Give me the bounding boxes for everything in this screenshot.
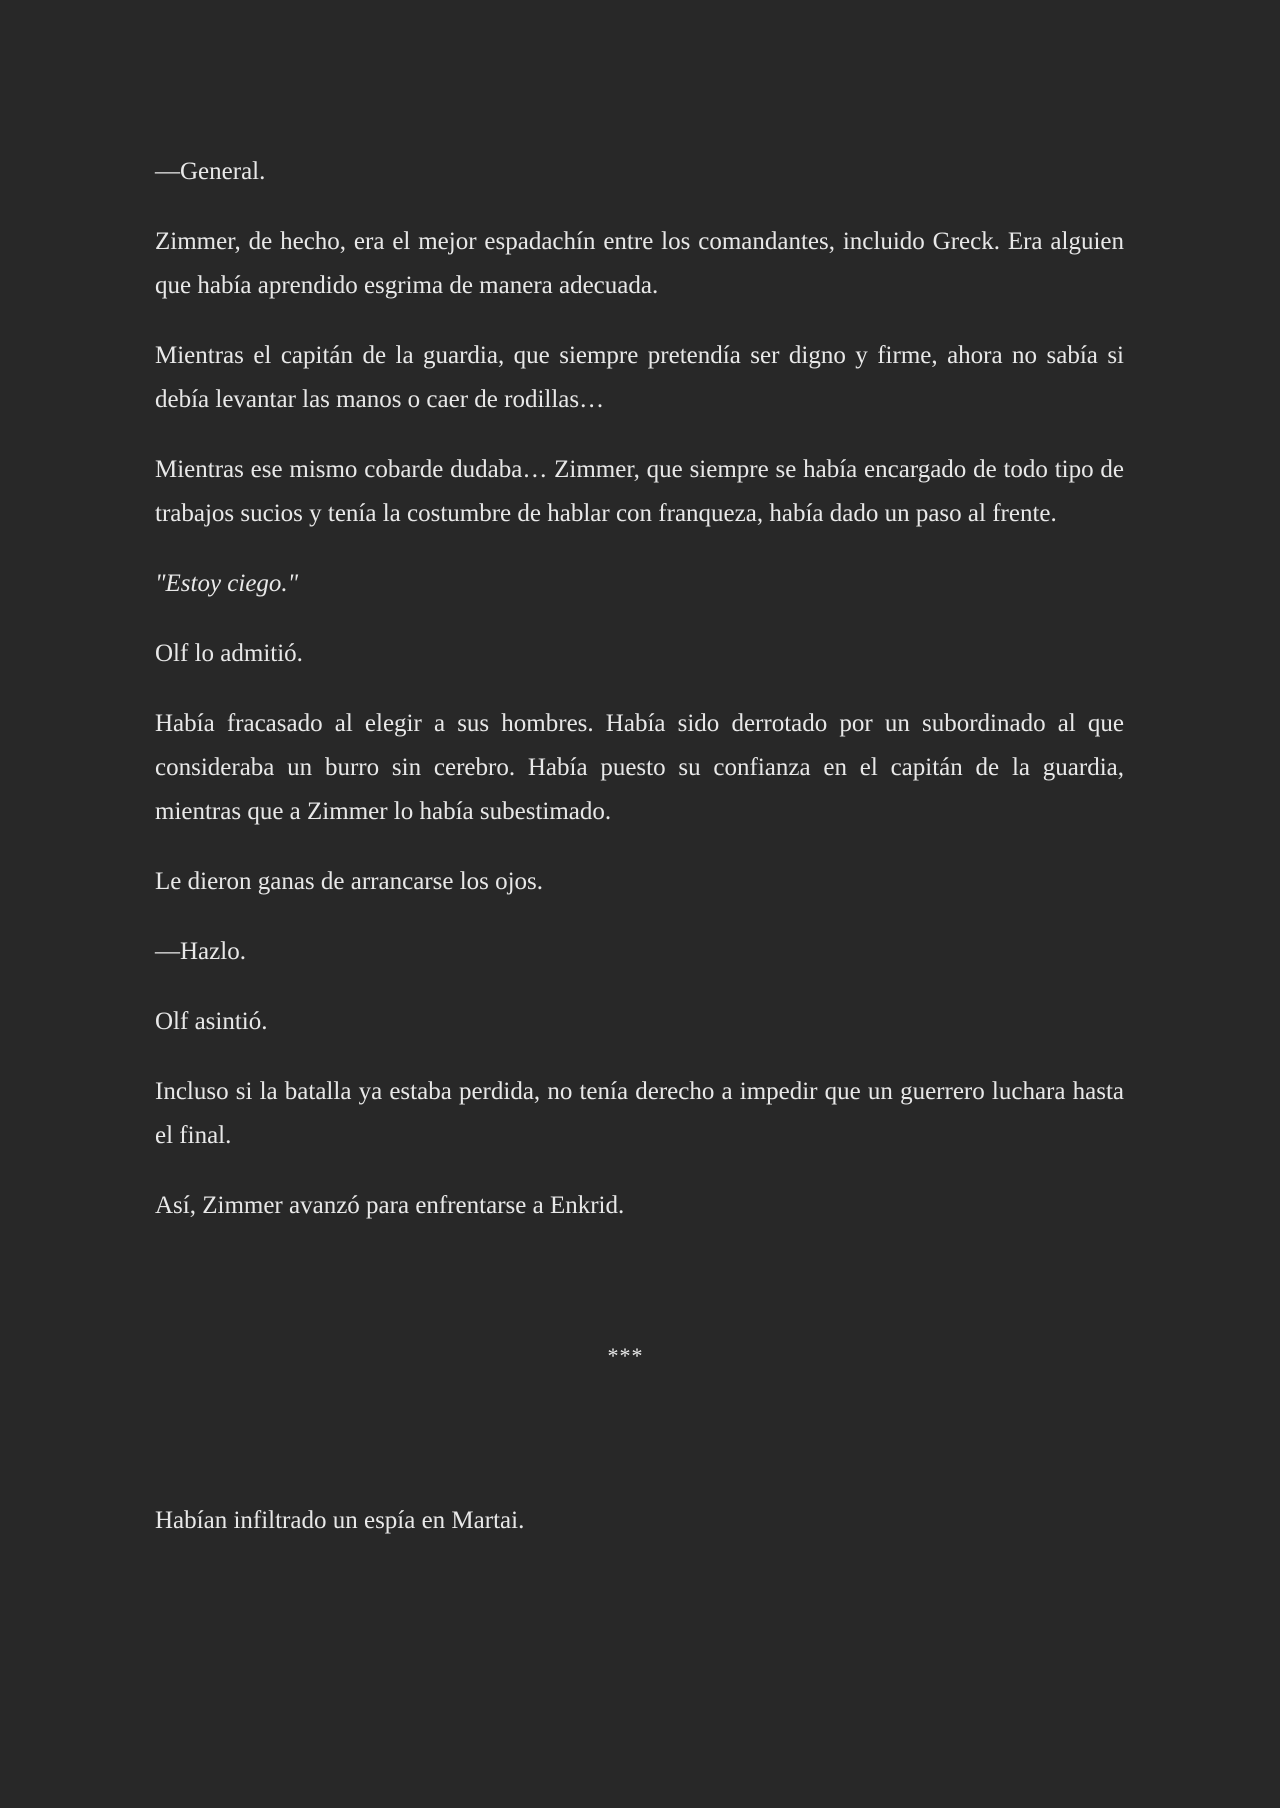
paragraph: Habían infiltrado un espía en Martai.: [155, 1507, 525, 1534]
paragraph: Olf asintió.: [155, 1008, 268, 1035]
paragraph: Mientras ese mismo cobarde dudaba… Zimmer, que siempre se había encargado de todo tipo de trabajos sucios y tenía la costumbre de hablar con franqueza, había dado un paso al frente.: [155, 456, 1124, 527]
paragraph: —Hazlo.: [155, 938, 246, 965]
paragraph: Zimmer, de hecho, era el mejor espadachín entre los comandantes, incluido Greck. Era alguien que había aprendido esgrima de manera adecuada.: [155, 228, 1124, 299]
paragraph: Le dieron ganas de arrancarse los ojos.: [155, 868, 544, 895]
italic-thought-paragraph: "Estoy ciego.": [155, 570, 299, 597]
reading-pane: [155, 150, 1124, 1569]
paragraph: Así, Zimmer avanzó para enfrentarse a Enkrid.: [155, 1192, 625, 1219]
paragraph: Mientras el capitán de la guardia, que siempre pretendía ser digno y firme, ahora no sabía si debía levantar las manos o caer de rodillas…: [155, 342, 1124, 413]
scene-separator: ***: [607, 1343, 644, 1368]
paragraph: —General.: [155, 158, 266, 185]
paragraph: Olf lo admitió.: [155, 640, 303, 667]
paragraph: Incluso si la batalla ya estaba perdida, no tenía derecho a impedir que un guerrero luchara hasta el final.: [155, 1078, 1124, 1149]
paragraph: Había fracasado al elegir a sus hombres. Había sido derrotado por un subordinado al que consideraba un burro sin cerebro. Había puesto su confianza en el capitán de la guardia, mientras que a Zimmer lo había subestimado.: [155, 710, 1124, 825]
